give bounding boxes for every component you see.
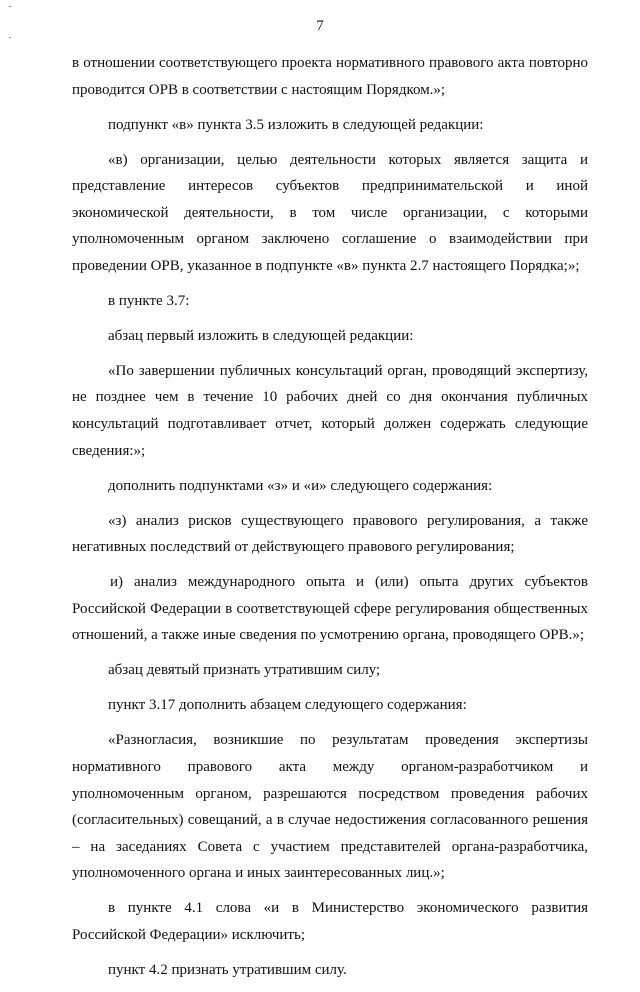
- paragraph-first-abzac: абзац первый изложить в следующей редакции:: [108, 327, 414, 344]
- paragraph-ninth-abzac: абзац девятый признать утратившим силу;: [108, 662, 381, 679]
- paragraph-subpoint-v-text: «в) организации, целью деятельности которых является защита и представление интересов субъектов предпринимательской и иной экономической деятельности, в том числе организации, с которыми уполномоченным органом заключено соглашение о взаимодействии при проведении ОРВ, указанное в подпункте «в» пункта 2.7 настоящего Порядка;»;: [72, 151, 588, 274]
- paragraph-consultations-text: «По завершении публичных консультаций орган, проводящий экспертизу, не позднее чем в течение 10 рабочих дней со дня окончания публичных консультаций подготавливает отчет, который должен содержать следующие сведения:»;: [72, 362, 588, 459]
- paragraph-point-3-7: в пункте 3.7:: [108, 292, 190, 309]
- paragraph-amendment-3-5: подпункт «в» пункта 3.5 изложить в следующей редакции:: [108, 116, 484, 133]
- paragraph-subpoint-i: и) анализ международного опыта и (или) опыта других субъектов Российской Федерации в соответствующей сфере регулирования общественных отношений, а также иные сведения по усмотрению органа, проводящего ОРВ.»;: [72, 574, 588, 644]
- paragraph-point-3-17: пункт 3.17 дополнить абзацем следующего содержания:: [108, 697, 467, 714]
- paragraph-point-4-1: в пункте 4.1 слова «и в Министерство экономического развития Российской Федерации» исключить;: [72, 900, 588, 943]
- paragraph-disagreements-text: «Разногласия, возникшие по результатам проведения экспертизы нормативного правового акта между органом-разработчиком и уполномоченным органом, разрешаются посредством проведения рабочих (согласительных) совещаний, а в случае недостижения согласованного решения – на заседаниях Совета с участием представителей органа-разработчика, уполномоченного органа и иных заинтересованных лиц.»;: [72, 732, 588, 882]
- paragraph-continuation: в отношении соответствующего проекта нормативного правового акта повторно проводится ОРВ в соответствии с настоящим Порядком.»;: [72, 55, 588, 98]
- page-number: 7: [316, 18, 324, 34]
- scan-mark: [9, 6, 11, 7]
- document-body: [72, 50, 588, 992]
- paragraph-subpoint-z: «з) анализ рисков существующего правового регулирования, а также негативных последствий от действующего правового регулирования;: [72, 512, 588, 556]
- paragraph-point-4-2: пункт 4.2 признать утратившим силу.: [108, 961, 347, 978]
- scan-mark: [9, 37, 11, 38]
- paragraph-add-subpoints: дополнить подпунктами «з» и «и» следующего содержания:: [108, 477, 493, 494]
